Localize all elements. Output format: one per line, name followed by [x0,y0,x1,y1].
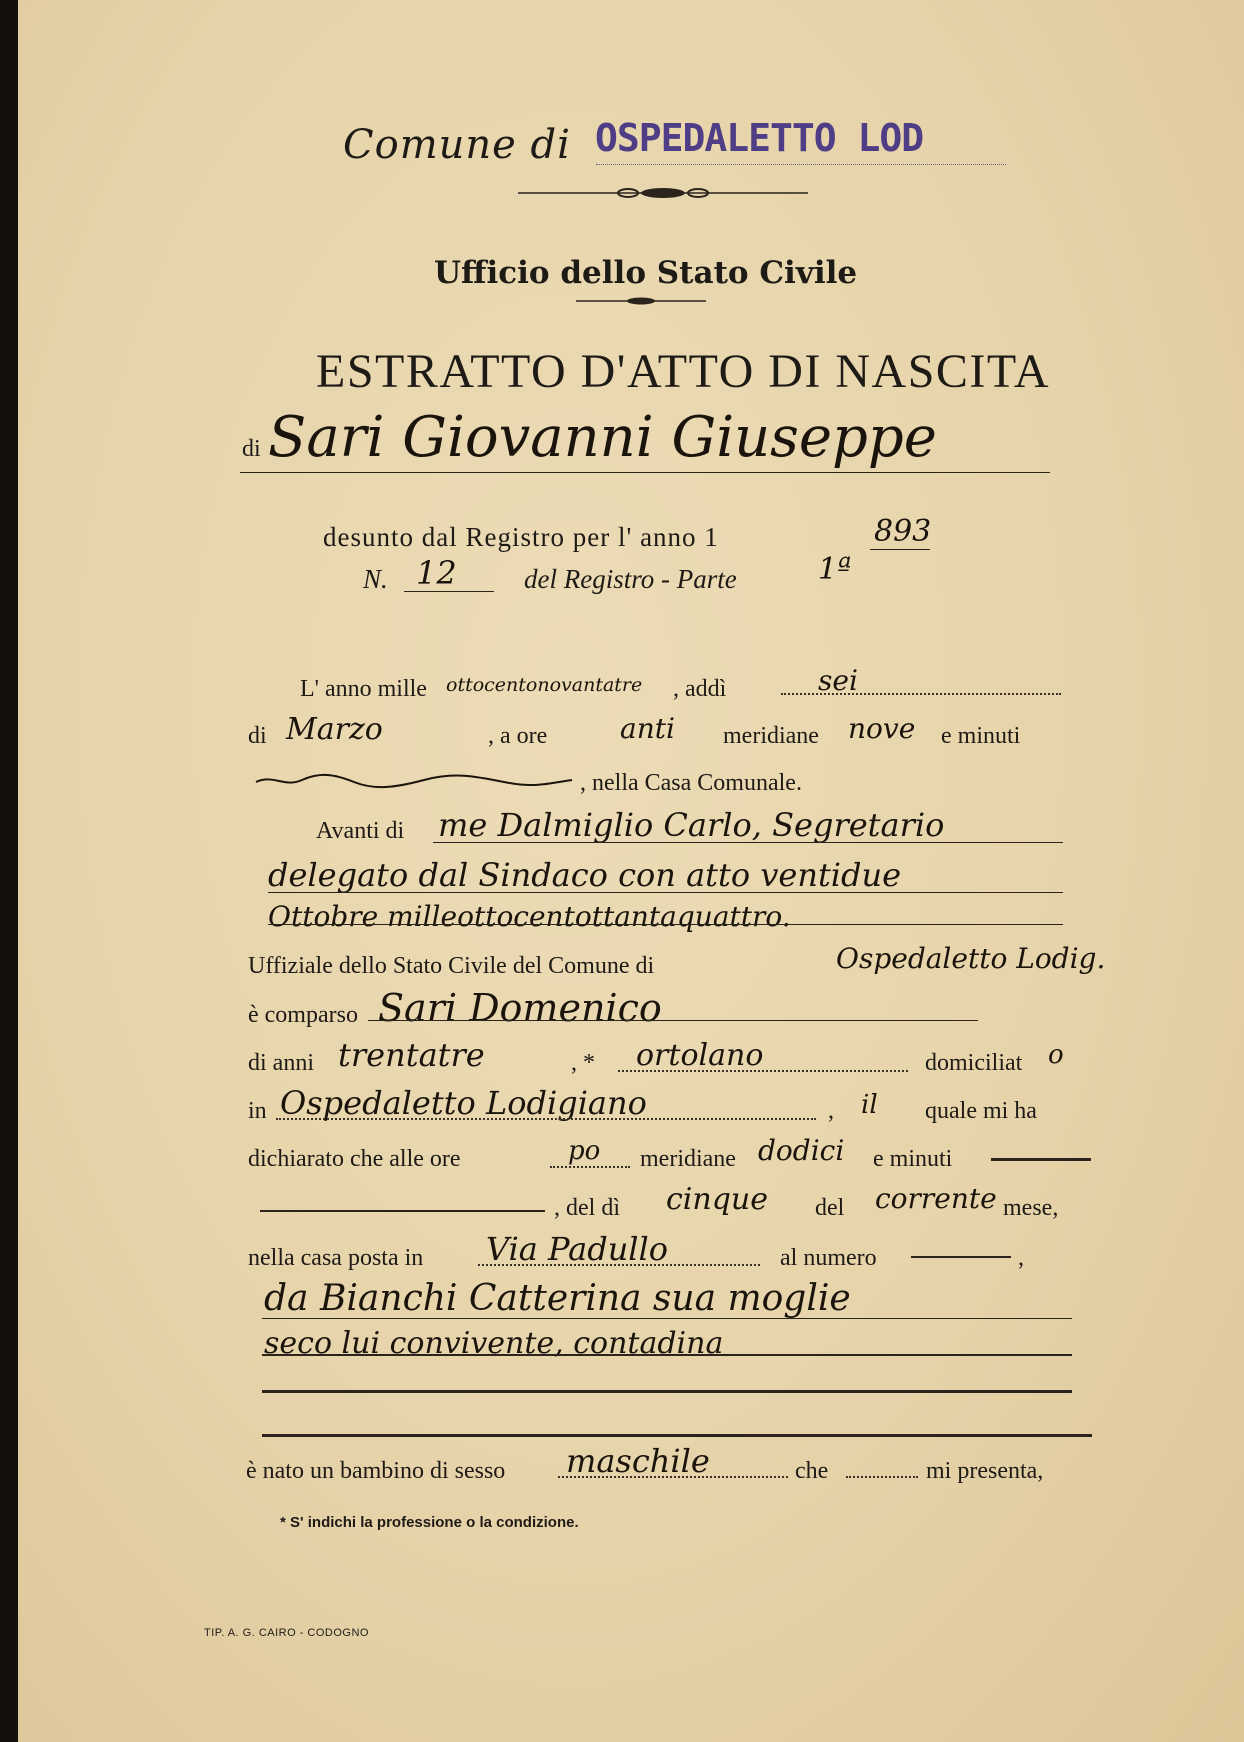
comparso-label: è comparso [248,1002,358,1028]
blank-line-2 [262,1434,1092,1437]
comma2-label: , [1018,1245,1024,1271]
hour-handwritten: nove [848,712,916,745]
minutes-scribble [254,770,574,790]
corrente-handwritten: corrente [875,1182,997,1215]
di-label: di [242,436,261,462]
del-di-label: , del dì [554,1195,620,1221]
domiciliat-suffix-handwritten: o [1048,1040,1064,1070]
printer-credit: TIP. A. G. CAIRO - CODOGNO [204,1627,369,1639]
ornament-divider [518,184,808,202]
meridiane2-label: meridiane [640,1146,736,1172]
street-line [478,1264,760,1266]
che-label: che [795,1458,829,1484]
municipality-stamp: OSPEDALETTO LOD [595,116,924,160]
sex-line [558,1476,788,1478]
delegation-date-line [268,924,1063,925]
minutes-struck-line [991,1158,1091,1161]
comune-handwritten: Ospedaletto Lodig. [836,942,1106,975]
presenta-label: mi presenta, [926,1458,1044,1484]
blank-line-1 [262,1390,1072,1393]
anti-handwritten: anti [620,712,675,745]
in-label: in [248,1098,267,1124]
residence-line [276,1118,816,1120]
numero-label: al numero [780,1245,877,1271]
profession-line [618,1070,908,1072]
uffiziale-text: Uffiziale dello Stato Civile del Comune di [248,953,655,979]
age-handwritten: trentatre [338,1036,485,1074]
addi-label: , addì [673,676,727,702]
meridiane-label: meridiane [723,723,819,749]
casa-posta-label: nella casa posta in [248,1245,424,1271]
birth-day-handwritten: cinque [666,1182,768,1217]
mother-status-line [262,1354,1072,1356]
office-heading: Ufficio dello Stato Civile [434,255,858,291]
mese-label: mese, [1003,1195,1059,1221]
minutes-blank-line [260,1210,545,1212]
father-name-handwritten: Sari Domenico [378,986,662,1030]
casa-comunale-text: , nella Casa Comunale. [580,770,802,796]
comma-label: , [828,1098,834,1124]
certificate-sheet [18,0,1244,1742]
anno-label: L' anno mille [300,676,427,702]
domiciliat-label: domiciliat [925,1050,1023,1076]
number-handwritten: 12 [416,554,457,592]
anno-handwritten: ottocentonovantatre [446,674,643,696]
street-handwritten: Via Padullo [486,1230,669,1268]
pomeridiane-handwritten: po [568,1136,601,1166]
parte-handwritten: 1ª [818,552,852,587]
il-handwritten: il [861,1090,878,1120]
asterisk-label: , * [571,1050,595,1076]
quale-label: quale mi ha [925,1098,1037,1124]
child-name-handwritten: Sari Giovanni Giuseppe [268,405,937,470]
dichiarato-label: dichiarato che alle ore [248,1146,461,1172]
document-title: ESTRATTO D'ATTO DI NASCITA [316,345,1051,398]
sex-handwritten: maschile [566,1442,710,1480]
footnote: * S' indichi la professione o la condizione. [280,1514,579,1531]
nato-label: è nato un bambino di sesso [246,1458,506,1484]
delegation-date-handwritten: Ottobre milleottocentottantaquattro. [268,900,791,933]
year-line [870,549,930,550]
officer-handwritten: me Dalmiglio Carlo, Segretario [438,806,945,844]
di-month-label: di [248,723,267,749]
mother-handwritten: da Bianchi Catterina sua moglie [264,1278,851,1319]
year-handwritten: 893 [874,514,932,549]
a-ore-label: , a ore [488,723,548,749]
del-label: del [815,1195,845,1221]
mother-status-handwritten: seco lui convivente, contadina [264,1326,724,1361]
desunto-text: desunto dal Registro per l' anno 1 [323,522,719,552]
profession-handwritten: ortolano [636,1038,764,1073]
day-line [781,693,1061,695]
name-line [240,472,1050,473]
ore-line [550,1166,630,1168]
month-handwritten: Marzo [286,712,383,747]
number-line [404,591,494,592]
anni-label: di anni [248,1050,314,1076]
day-handwritten: sei [818,664,858,697]
house-number-line [911,1256,1011,1258]
n-label: N. [363,564,388,594]
delegation-line [268,892,1063,893]
minuti-label: e minuti [941,723,1021,749]
stamp-underline [596,164,1006,165]
delegation-handwritten: delegato dal Sindaco con atto ventidue [268,856,902,894]
officer-line [433,842,1063,843]
minuti2-label: e minuti [873,1146,953,1172]
mother-line [262,1318,1072,1319]
birth-hour-handwritten: dodici [758,1134,845,1167]
small-ornament-divider [576,295,706,307]
father-line [368,1020,978,1021]
avanti-label: Avanti di [316,818,405,844]
che-line [846,1476,918,1478]
residence-handwritten: Ospedaletto Lodigiano [280,1084,647,1122]
registro-parte-text: del Registro - Parte [524,564,737,594]
comune-label: Comune di [343,122,571,168]
